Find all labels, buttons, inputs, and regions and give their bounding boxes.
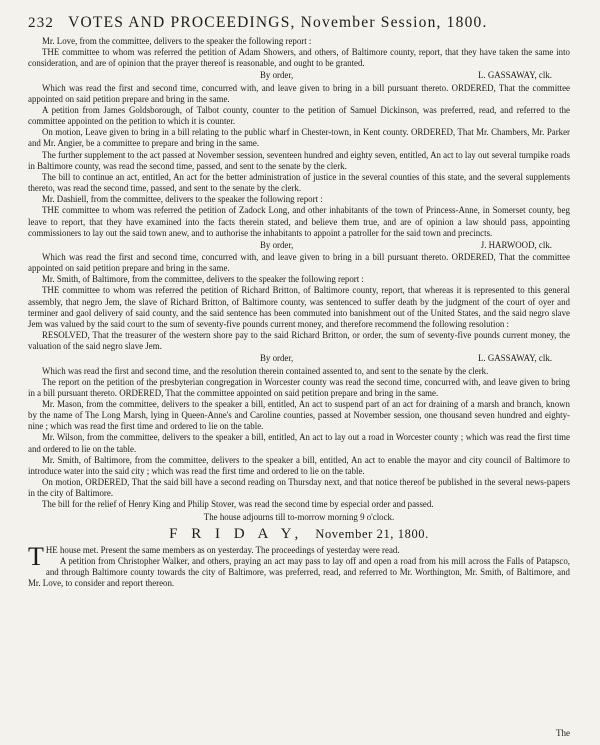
paragraph: THE committee to whom was referred the petition of Zadock Long, and other inhabitants of the town of Princess-Anne, in Somerset county, beg leave to report, that they have examined into the facts therein stated, and believe them true, and are of opinion a law should pass, appointing commissioners to lay out the said town anew, and to authorise the inhabitants to appoint a patroller for the said town and precincts. [28,205,570,238]
paragraph: The report on the petition of the presbyterian congregation in Worcester county was read the second time, concurred with, and leave given to bring in a bill pursuant thereto. ORDERED, That the committee appointed on said petition prepare and bring in the same. [28,376,570,398]
paragraph: Mr. Mason, from the committee, delivers to the speaker a bill, entitled, An act to suspend part of an act for draining of a marsh and branch, known by the name of The Long Marsh, lying in Queen-Anne's and Caroline counties, passed at November session, one thousand seven hundred and eighty-nine ; which was read the first time and ordered to lie on the table. [28,399,570,432]
signature-line [28,353,570,364]
paragraph: RESOLVED, That the treasurer of the western shore pay to the said Richard Britton, or order, the sum of seventy-five pounds current money, the valuation of the said negro slave Jem. [28,330,570,352]
clerk-name: J. HARWOOD, clk. [480,239,552,250]
paragraph-text: HE house met. Present the same members as on yesterday. The proceedings of yesterday were read. [45,544,400,555]
body-text [28,36,570,590]
day-date: November 21, 1800. [315,526,429,541]
paragraph: Which was read the first and second time, concurred with, and leave given to bring in a bill pursuant thereto. ORDERED, That the committee appointed on said petition prepare and bring in the same. [28,82,570,104]
paragraph: The bill to continue an act, entitled, An act for the better administration of justice in the several counties of this state, and the several supplements thereto, was read the second time, passed, and sent to the senate by the clerk. [28,171,570,194]
paragraph: On motion, ORDERED, That the said bill have a second reading on Thursday next, and that notice thereof be published in the several news-papers in the city of Baltimore. [28,477,570,499]
paragraph: The bill for the relief of Henry King and Philip Stover, was read the second time by especial order and passed. [42,499,434,510]
day-name: F R I D A Y, [169,525,304,542]
paragraph: A petition from Christopher Walker, and others, praying an act may pass to lay off and open a road from his mill across the Falls of Patapsco, and through Baltimore county towards the city of Baltimore, was preferred, read, and referred to Mr. Worthington, Mr. Smith, of Baltimore, and Mr. Love, to consider and report thereon. [28,556,570,589]
paragraph: A petition from James Goldsborough, of Talbot county, counter to the petition of Samuel Dickinson, was preferred, read, and referred to the committee appointed on the petition to which it is counter. [28,104,570,127]
by-order: By order, [260,353,294,364]
running-title: VOTES AND PROCEEDINGS, November Session, 1800. [68,14,488,31]
drop-cap: T [28,541,44,571]
paragraph: Mr. Love, from the committee, delivers to the speaker the following report : [42,36,312,46]
paragraph: Which was read the first and second time, and the resolution therein contained assented to, and sent to the senate by the clerk. [42,365,489,376]
page-header [28,14,570,36]
paragraph: THE committee to whom was referred the petition of Richard Britton, of Baltimore county, report, that whereas it is represented to this general assembly, that negro Jem, the slave of Richard Britton, of Baltimore county, was sentenced to suffer death by the judgment of the court of oyer and terminer and gaol delivery of said county, and the said sentence has been commuted into banishment out of the United States, and the said negro slave Jem was valued by the said court to the sum of seventy-five pounds current money, and therefore recommend the following resolution : [28,285,570,329]
adjournment-line: The house adjourns till to-morrow morning 9 o'clock. [203,511,395,522]
clerk-name: L. GASSAWAY, clk. [478,353,552,364]
day-heading [28,525,570,542]
clerk-name: L. GASSAWAY, clk. [478,70,552,81]
paragraph: Mr. Smith, of Baltimore, from the committee, delivers to the speaker the following report : [42,274,364,285]
catchword: The [556,728,570,738]
signature-line [28,240,570,251]
page-number: 232 [28,15,55,31]
paragraph: THE committee to whom was referred the petition of Adam Showers, and others, of Baltimore county, report, that they have taken the same into consideration, and are of opinion that the prayer thereof is reasonable, and ought to be granted. [28,47,570,69]
paragraph: Mr. Wilson, from the committee, delivers to the speaker a bill, entitled, An act to lay out a road in Worcester county ; which was read the first time and ordered to lie on the table. [28,432,570,454]
paragraph: On motion, Leave given to bring in a bill relating to the public wharf in Chester-town, in Kent county. ORDERED, That Mr. Chambers, Mr. Parker and Mr. Angier, be a committee to prepare and bring in the same. [28,127,570,149]
signature-line [28,70,570,81]
paragraph: The further supplement to the act passed at November session, seventeen hundred and eighty seven, entitled, An act to lay out several turnpike roads in Baltimore county, was read the second time, passed, and sent to the senate by the clerk. [28,149,570,171]
paragraph: Mr. Dashiell, from the committee, delivers to the speaker the following report : [42,194,323,205]
paragraph [28,541,570,571]
by-order: By order, [260,70,294,81]
by-order: By order, [260,239,294,250]
paragraph: Which was read the first and second time, concurred with, and leave given to bring in a bill pursuant thereto. ORDERED, That the committee appointed on said petition prepare and bring in the same. [28,251,570,274]
paragraph: Mr. Smith, of Baltimore, from the committee, delivers to the speaker a bill, entitled, An act to enable the mayor and city council of Baltimore to introduce water into the said city ; which was read the first time and ordered to lie on the table. [28,454,570,476]
